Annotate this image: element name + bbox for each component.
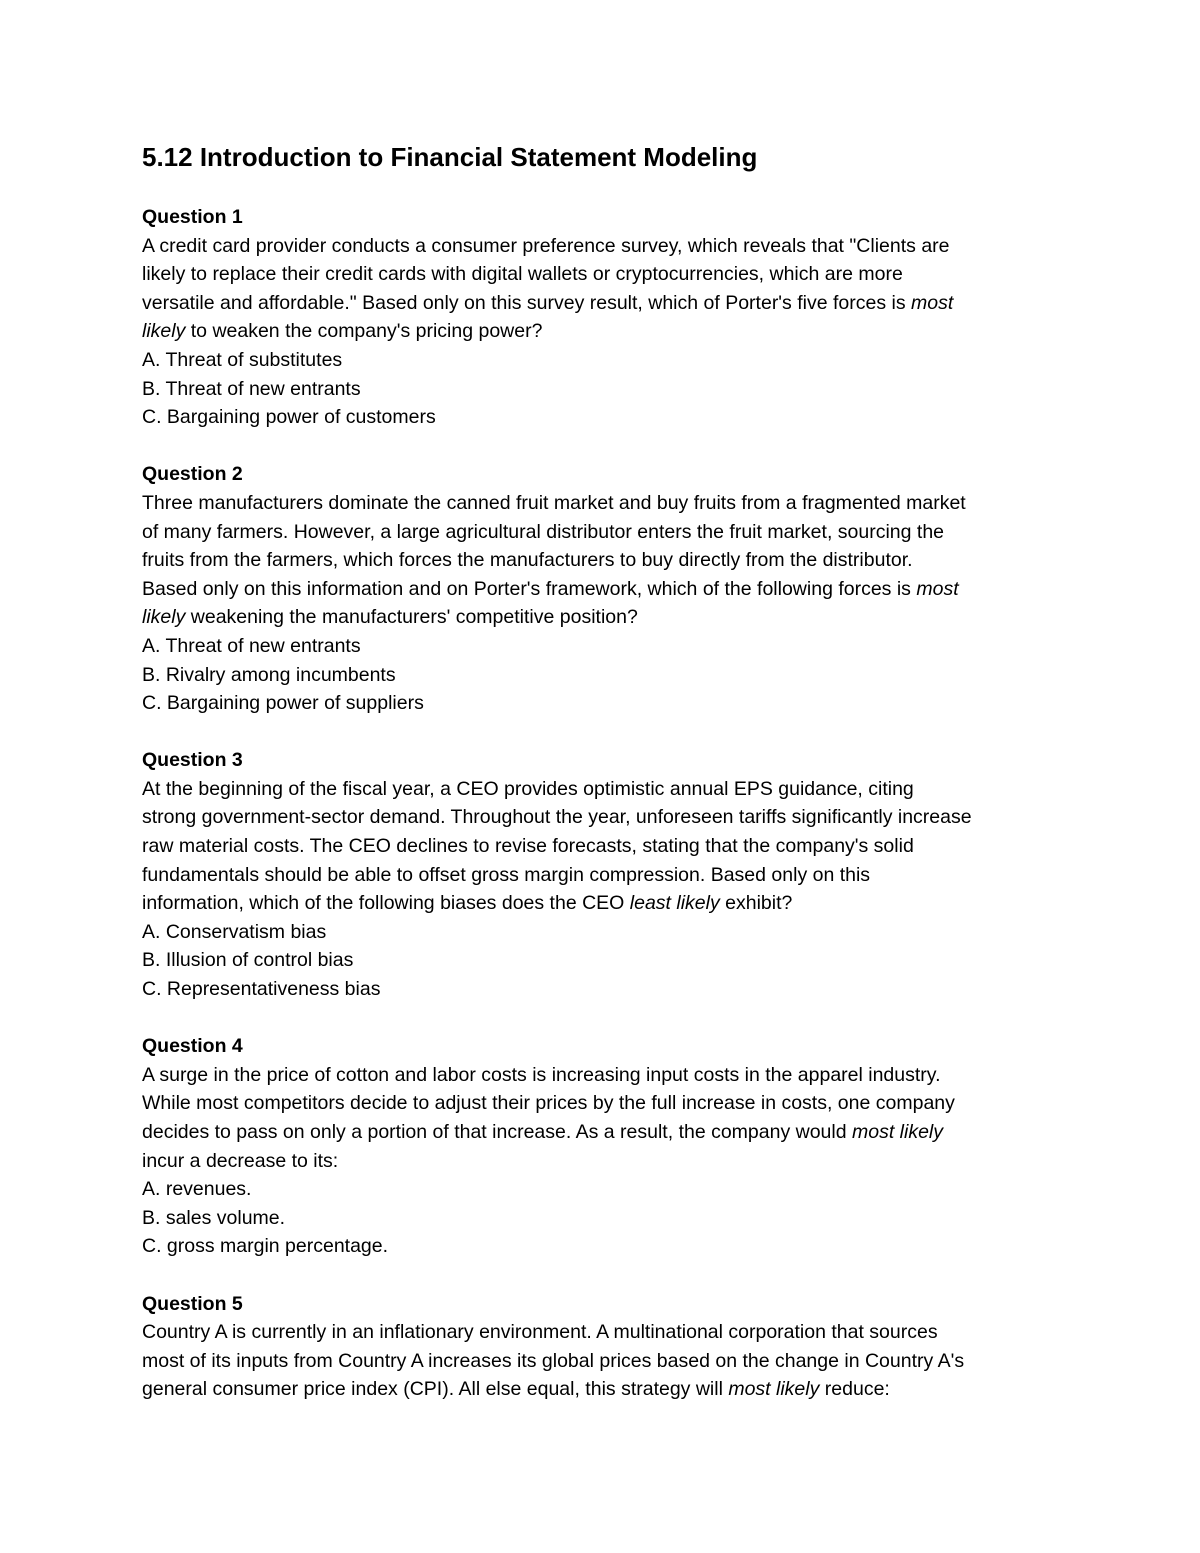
question-heading: Question 5 <box>142 1292 243 1315</box>
question-stem-line <box>142 546 1072 575</box>
answer-option: C. Representativeness bias <box>142 978 381 1001</box>
question-block <box>142 460 1072 717</box>
question-stem-line <box>142 1061 1072 1090</box>
document-page <box>142 140 1072 1433</box>
question-stem-line <box>142 260 1072 289</box>
page-title: 5.12 Introduction to Financial Statement Modeling <box>142 142 758 172</box>
emphasis-text: most <box>916 577 959 600</box>
question-stem-line <box>142 1347 1072 1376</box>
stem-text: to weaken the company's pricing power? <box>185 320 543 343</box>
stem-text: decides to pass on only a portion of that increase. As a result, the company would <box>142 1121 852 1143</box>
emphasis-text: most likely <box>728 1378 820 1401</box>
question-stem-line <box>142 1089 1072 1118</box>
answer-option: A. Threat of new entrants <box>142 634 361 657</box>
answer-option: C. Bargaining power of suppliers <box>142 692 424 715</box>
emphasis-text: likely <box>142 320 186 343</box>
stem-text: Three manufacturers dominate the canned fruit market and buy fruits from a fragmented market <box>142 491 966 514</box>
question-block <box>142 1290 1072 1404</box>
question-heading: Question 2 <box>142 463 243 486</box>
answer-option: B. Illusion of control bias <box>142 949 354 972</box>
stem-text: most of its inputs from Country A increases its global prices based on the change in Country A's <box>142 1349 965 1372</box>
stem-text: At the beginning of the fiscal year, a CEO provides optimistic annual EPS guidance, citing <box>142 777 914 800</box>
question-stem-line <box>142 775 1072 804</box>
stem-text: of many farmers. However, a large agricultural distributor enters the fruit market, sourcing the <box>142 520 945 543</box>
question-block <box>142 1032 1072 1261</box>
question-stem-line <box>142 1375 1072 1404</box>
stem-text: fruits from the farmers, which forces the manufacturers to buy directly from the distributor. <box>142 549 913 572</box>
stem-text: Country A is currently in an inflationary environment. A multinational corporation that sources <box>142 1321 938 1344</box>
answer-option: A. revenues. <box>142 1178 252 1201</box>
answer-option: A. Conservatism bias <box>142 920 327 943</box>
question-stem-line <box>142 832 1072 861</box>
stem-text: reduce: <box>819 1378 890 1401</box>
question-stem-line <box>142 1118 1072 1147</box>
emphasis-text: most <box>910 291 954 314</box>
answer-option: C. gross margin percentage. <box>142 1235 389 1258</box>
stem-text: incur a decrease to its: <box>142 1149 339 1172</box>
question-stem-line <box>142 1318 1072 1347</box>
stem-text: strong government-sector demand. Throughout the year, unforeseen tariffs significantly increase <box>142 806 972 829</box>
stem-text: versatile and affordable." Based only on this survey result, which of Porter's five forces is <box>142 291 911 314</box>
question-block <box>142 746 1072 1003</box>
question-heading: Question 1 <box>142 206 243 228</box>
answer-option: B. Rivalry among incumbents <box>142 663 396 686</box>
question-list <box>142 203 1072 1404</box>
answer-option: B. Threat of new entrants <box>142 377 361 400</box>
emphasis-text: most likely <box>852 1121 944 1143</box>
stem-text: information, which of the following biases does the CEO <box>142 892 630 915</box>
question-stem-line <box>142 1147 1072 1176</box>
question-stem-line <box>142 518 1072 547</box>
stem-text: Based only on this information and on Porter's framework, which of the following forces is <box>142 577 917 600</box>
question-stem-line <box>142 603 1072 632</box>
question-stem-line <box>142 889 1072 918</box>
stem-text: general consumer price index (CPI). All else equal, this strategy will <box>142 1378 729 1401</box>
question-stem-line <box>142 289 1072 318</box>
question-stem-line <box>142 489 1072 518</box>
stem-text: weakening the manufacturers' competitive position? <box>185 606 638 629</box>
emphasis-text: least likely <box>629 892 720 915</box>
stem-text: While most competitors decide to adjust their prices by the full increase in costs, one company <box>142 1092 955 1115</box>
stem-text: raw material costs. The CEO declines to revise forecasts, stating that the company's solid <box>142 835 914 858</box>
question-stem-line <box>142 803 1072 832</box>
answer-option: C. Bargaining power of customers <box>142 406 436 429</box>
question-stem-line <box>142 317 1072 346</box>
stem-text: fundamentals should be able to offset gross margin compression. Based only on this <box>142 863 871 886</box>
stem-text: A credit card provider conducts a consumer preference survey, which reveals that "Clients are <box>142 234 950 257</box>
answer-option: A. Threat of substitutes <box>142 348 343 371</box>
question-heading: Question 4 <box>142 1035 243 1058</box>
answer-option: B. sales volume. <box>142 1206 286 1229</box>
emphasis-text: likely <box>142 606 186 629</box>
question-stem-line <box>142 232 1072 261</box>
question-heading: Question 3 <box>142 749 243 772</box>
question-stem-line <box>142 575 1072 604</box>
stem-text: exhibit? <box>719 892 793 915</box>
question-block <box>142 203 1072 432</box>
stem-text: likely to replace their credit cards with digital wallets or cryptocurrencies, which are more <box>142 263 903 286</box>
question-stem-line <box>142 861 1072 890</box>
stem-text: A surge in the price of cotton and labor costs is increasing input costs in the apparel industry. <box>142 1063 941 1086</box>
